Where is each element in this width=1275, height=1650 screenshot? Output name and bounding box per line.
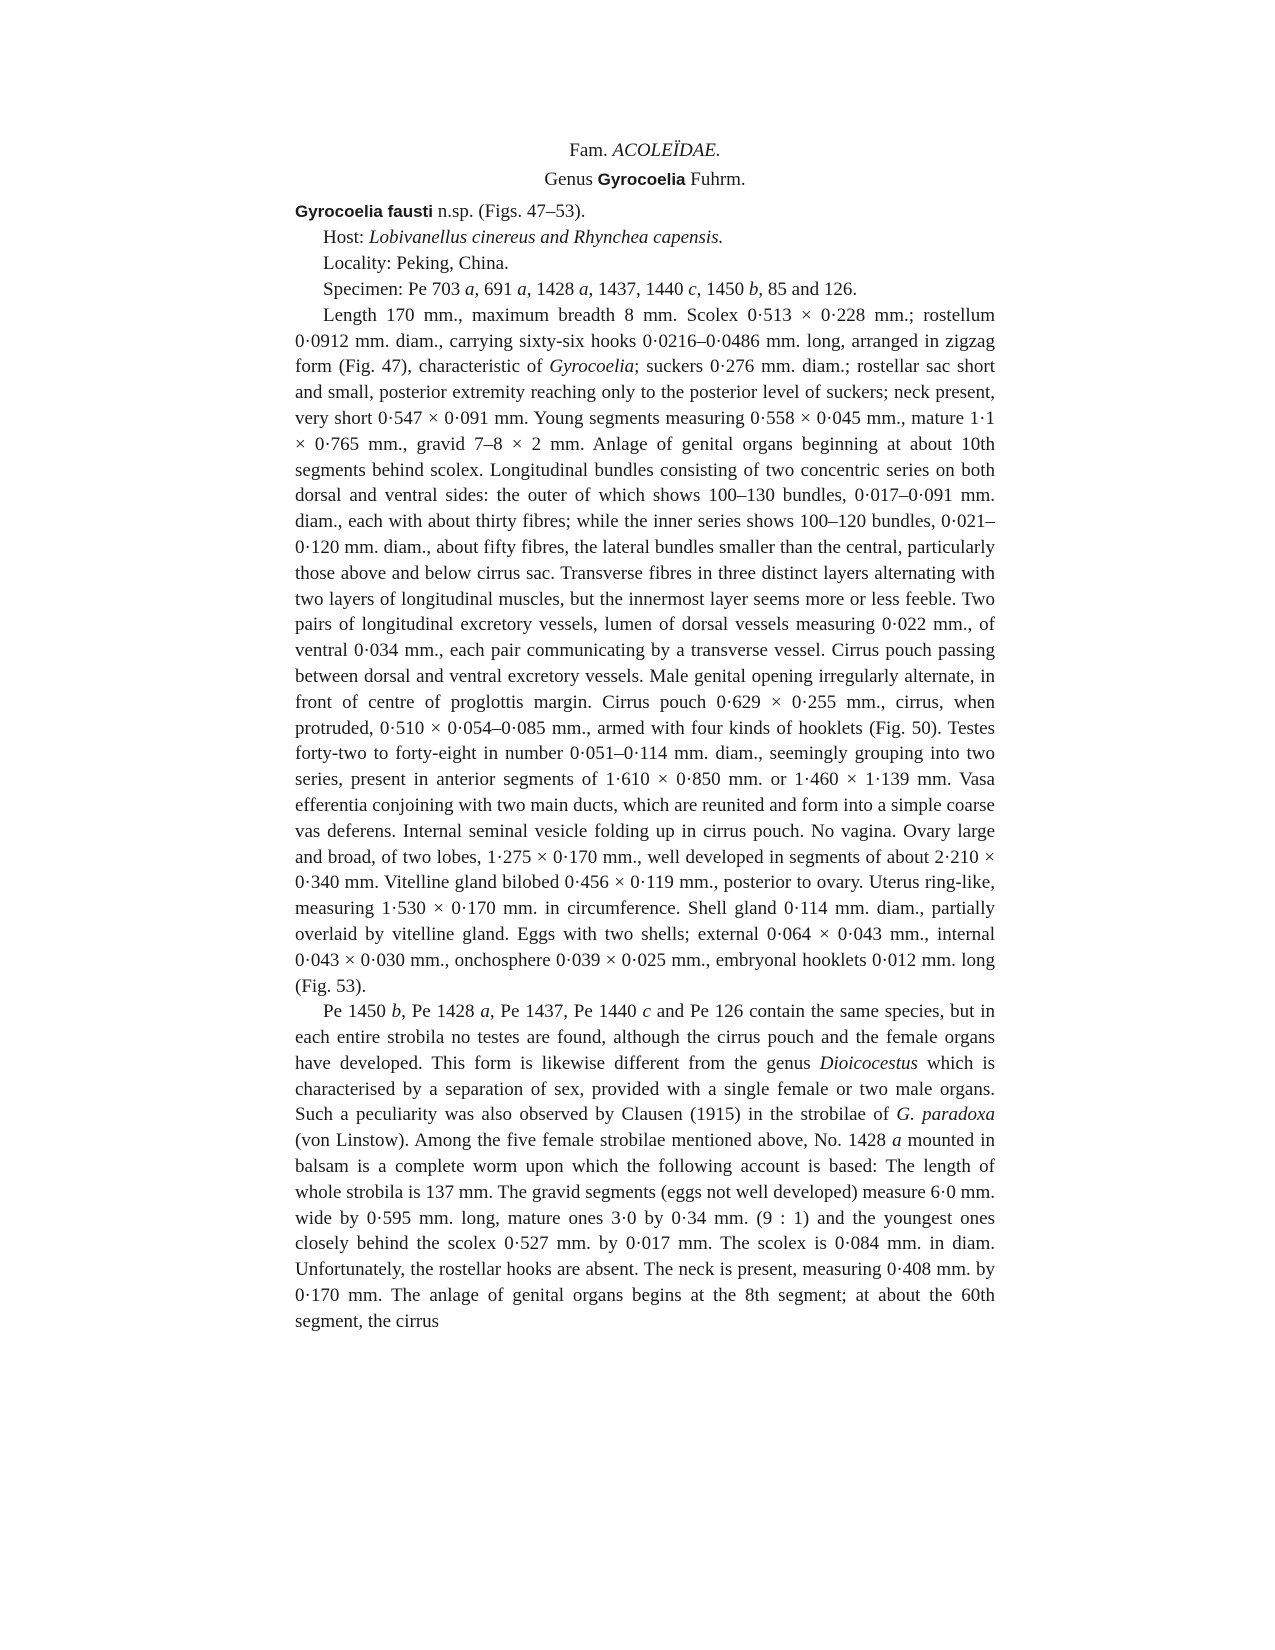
specimen-label: Specimen: Pe 703 (323, 278, 465, 300)
specimen-suffix: c (688, 278, 697, 300)
genus-prefix: Genus (544, 168, 593, 190)
specimen-suffix: c (642, 1001, 651, 1023)
female-strobilae-paragraph (295, 999, 995, 1334)
family-heading (295, 138, 995, 164)
specimen-suffix: a (578, 278, 589, 300)
specimen-text: , 1428 (526, 278, 579, 300)
description-text: ; suckers 0·276 mm. diam.; rostellar sac short and small, posterior extremity reaching only to the posterior level of suckers; neck present, very short 0·547 × 0·091 mm. Young segments measuring 0·558 × 0·045 mm., mature 1·1 × 0·765 mm., gravid 7–8 × 2 mm. Anlage of genital organs beginning at about 10th segments behind scolex. Longitudinal bundles consisting of two concentric series on both dorsal and ventral sides: the outer of which shows 100–130 bundles, 0·017–0·091 mm. diam., each with about thirty fibres; while the inner series shows 100–120 bundles, 0·021–0·120 mm. diam., about fifty fibres, the lateral bundles smaller than the central, particularly those above and below cirrus sac. Transverse fibres in three distinct layers alternating with two layers of longitudinal muscles, but the innermost layer seems more or less feeble. Two pairs of longitudinal excretory vessels, lumen of dorsal vessels measuring 0·022 mm., of ventral 0·034 mm., each pair communicating by a transverse vessel. Cirrus pouch passing between dorsal and ventral excretory vessels. Male genital opening irregularly alternate, in front of centre of proglottis margin. Cirrus pouch 0·629 × 0·255 mm., cirrus, when protruded, 0·510 × 0·054–0·085 mm., armed with four kinds of hooklets (Fig. 50). Testes forty-two to forty-eight in number 0·051–0·114 mm. diam., seemingly grouping into two series, present in anterior segments of 1·610 × 0·850 mm. or 1·460 × 1·139 mm. Vasa efferentia conjoining with two main ducts, which are reunited and form into a simple coarse vas deferens. Internal seminal vesicle folding up in cirrus pouch. No vagina. Ovary large and broad, of two lobes, 1·275 × 0·170 mm., well developed in segments of about 2·210 × 0·340 mm. Vitelline gland bilobed 0·456 × 0·119 mm., posterior to ovary. Uterus ring-like, measuring 1·530 × 0·170 mm. in circumference. Shell gland 0·114 mm. diam., partially overlaid by vitelline gland. Eggs with two shells; external 0·064 × 0·043 mm., internal 0·043 × 0·030 mm., onchosphere 0·039 × 0·025 mm., embryonal hooklets 0·012 mm. long (Fig. 53). (295, 356, 995, 997)
species-figs: n.sp. (Figs. 47–53). (432, 200, 586, 222)
paragraph-text: , Pe 1428 (401, 1001, 481, 1023)
paragraph-text: and Pe 126 contain the same species, but in each entire strobila no testes are found, although the cirrus pouch and the female organs have developed. This form is likewise different from the genus (295, 1001, 996, 1074)
specimen-text: , 1437, 1440 (588, 278, 689, 300)
paragraph-text: , Pe 1437, Pe 1440 (489, 1001, 643, 1023)
genus-author: Fuhrm. (690, 168, 746, 190)
g-paradoxa-italic: G. paradoxa (896, 1104, 995, 1126)
locality-line: Locality: Peking, China. (323, 253, 509, 275)
description-text: Length 170 mm., maximum breadth 8 mm. Scolex 0·513 × 0·228 mm.; rostellum 0·0912 mm. diam., carrying sixty-six hooks 0·0216–0·0486 mm. long, arranged in zigzag form (Fig. 47), characteristic of (295, 304, 995, 378)
specimen-suffix: b (391, 1001, 402, 1023)
paragraph-text: mounted in balsam is a complete worm upon which the following account is based: The length of whole strobila is 137 mm. The gravid segments (eggs not well developed) measure 6·0 mm. wide by 0·595 mm. long, mature ones 3·0 by 0·34 mm. (9 : 1) and the youngest ones closely behind the scolex 0·527 mm. by 0·017 mm. The scolex is 0·084 mm. in diam. Unfortunately, the rostellar hooks are absent. The neck is present, measuring 0·408 mm. by 0·170 mm. The anlage of genital organs begins at the 8th segment; at about the 60th segment, the cirrus (295, 1130, 995, 1332)
specimen-suffix: a (480, 1001, 490, 1023)
species-name: Gyrocoelia fausti (295, 201, 433, 221)
specimen-suffix: a (464, 278, 475, 300)
paragraph-text: (von Linstow). Among the five female strobilae mentioned above, No. 1428 (295, 1130, 893, 1152)
specimen-line (295, 277, 995, 303)
specimen-text: , 691 (474, 278, 518, 300)
host-line (295, 225, 995, 251)
genus-italic: Gyrocoelia (549, 356, 635, 378)
specimen-text: , 1450 (696, 278, 749, 300)
family-name: ACOLEÏDAE. (612, 140, 721, 161)
paragraph-text: Pe 1450 (323, 1001, 392, 1023)
description-paragraph (295, 303, 995, 1000)
specimen-text: , 85 and 126. (758, 278, 858, 300)
specimen-suffix: b (748, 278, 759, 300)
family-prefix: Fam. (569, 140, 608, 161)
page-body (295, 138, 995, 1335)
dioicocestus-italic: Dioicocestus (819, 1052, 918, 1074)
genus-heading (295, 167, 995, 193)
paragraph-text: which is characterised by a separation of sex, provided with a single female or two male organs. Such a peculiarity was also observed by Clausen (1915) in the strobilae of (295, 1052, 996, 1126)
species-heading (295, 199, 995, 225)
specimen-suffix: a (892, 1130, 902, 1152)
host-value: Lobivanellus cinereus and Rhynchea capensis. (368, 227, 724, 249)
host-label: Host: (323, 227, 365, 249)
specimen-suffix: a (517, 278, 527, 300)
genus-name: Gyrocoelia (597, 169, 686, 189)
